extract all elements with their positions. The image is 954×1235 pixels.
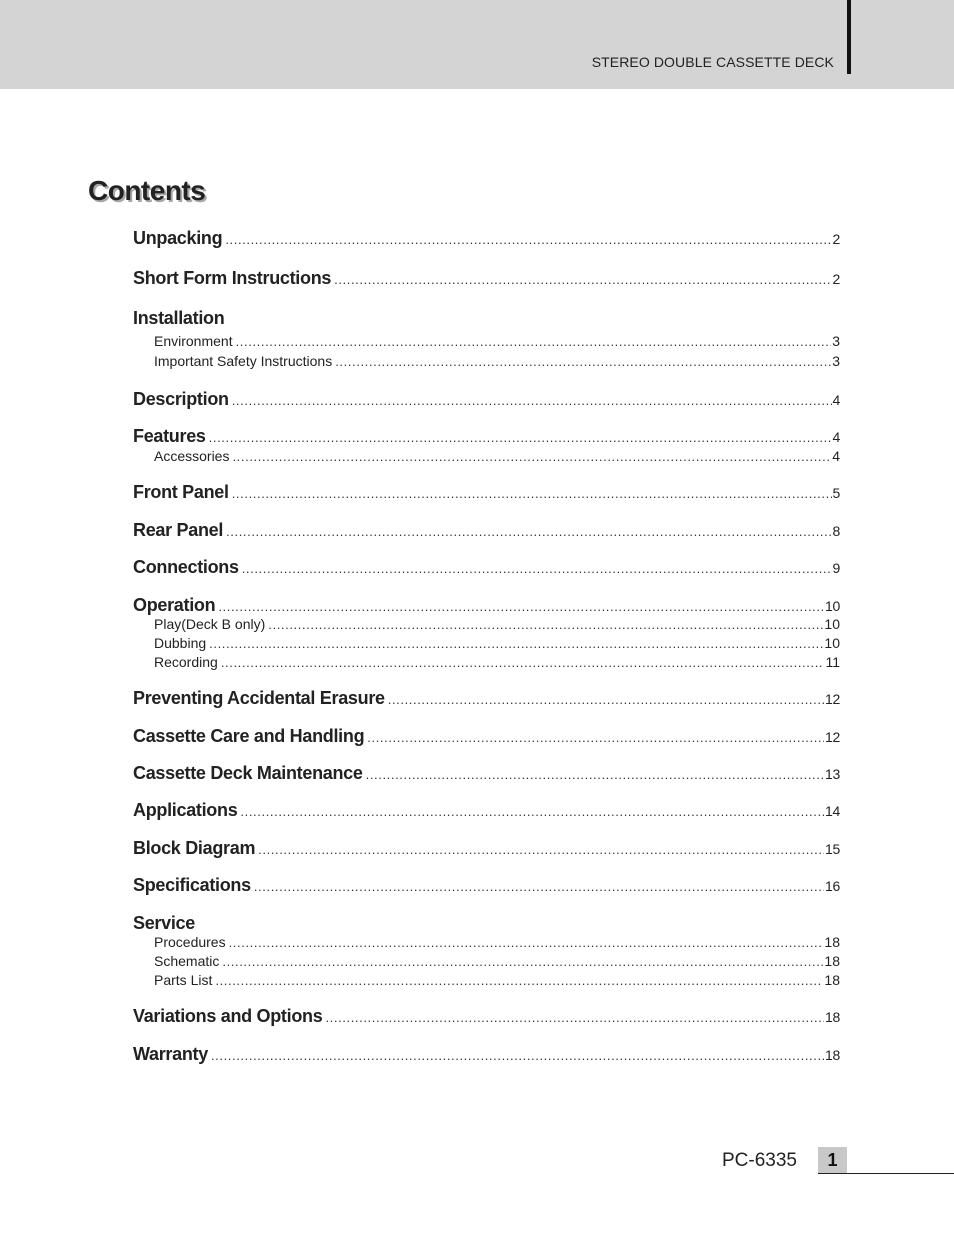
leader-dots (221, 655, 825, 670)
toc-page: 15 (825, 841, 840, 857)
toc-page: 2 (832, 231, 840, 247)
leader-dots (335, 354, 831, 369)
leader-dots (211, 1048, 824, 1063)
toc-page: 12 (825, 729, 840, 745)
toc-label: Specifications (133, 875, 251, 895)
toc-entry-erasure[interactable] (133, 688, 840, 709)
toc-label: Accessories (154, 448, 230, 464)
leader-dots (215, 973, 823, 988)
toc-page: 4 (832, 429, 840, 445)
toc-subentry-play[interactable] (154, 616, 840, 632)
toc-subentry-schematic[interactable] (154, 953, 840, 969)
leader-dots (222, 954, 823, 969)
toc-page: 3 (832, 333, 840, 349)
toc-label: Short Form Instructions (133, 268, 332, 288)
toc-entry-block-diagram[interactable] (133, 838, 840, 859)
leader-dots (232, 393, 832, 408)
toc-page: 5 (832, 485, 840, 501)
contents-heading: Contents (88, 175, 206, 206)
toc-entry-applications[interactable] (133, 800, 840, 821)
toc-entry-connections[interactable] (133, 557, 840, 578)
toc-entry-care[interactable] (133, 726, 840, 747)
toc-subentry-safety[interactable] (154, 353, 840, 369)
header-band (0, 0, 954, 89)
toc-page: 16 (825, 878, 840, 894)
leader-dots (325, 1010, 824, 1025)
leader-dots (254, 879, 824, 894)
document-title: STEREO DOUBLE CASSETTE DECK (591, 54, 834, 70)
toc-label: Applications (133, 800, 238, 820)
toc-subentry-dubbing[interactable] (154, 635, 840, 651)
toc-page: 18 (824, 972, 840, 988)
toc-page: 10 (824, 616, 840, 632)
toc-label: Unpacking (133, 228, 223, 248)
toc-page: 11 (825, 654, 840, 670)
toc-entry-short-form[interactable] (133, 268, 840, 289)
toc-entry-operation[interactable] (133, 595, 840, 616)
leader-dots (209, 636, 823, 651)
leader-dots (367, 730, 824, 745)
toc-label: Recording (154, 654, 218, 670)
toc-label: Parts List (154, 972, 213, 988)
leader-dots (258, 842, 824, 857)
leader-dots (334, 272, 831, 287)
toc-label: Play(Deck B only) (154, 616, 266, 632)
leader-dots (229, 935, 824, 950)
toc-entry-features[interactable] (133, 426, 840, 447)
toc-label: Cassette Deck Maintenance (133, 763, 363, 783)
toc-label: Dubbing (154, 635, 207, 651)
toc-label: Block Diagram (133, 838, 256, 858)
leader-dots (268, 617, 823, 632)
toc-label: Operation (133, 595, 216, 615)
leader-dots (240, 804, 824, 819)
leader-dots (236, 334, 832, 349)
toc-page: 18 (824, 953, 840, 969)
toc-label: Procedures (154, 934, 226, 950)
toc-label: Service (133, 913, 195, 933)
toc-page: 3 (832, 353, 840, 369)
header-accent-bar (847, 0, 851, 74)
toc-subentry-accessories[interactable] (154, 448, 840, 464)
toc-entry-variations[interactable] (133, 1006, 840, 1027)
footer-rule (818, 1173, 954, 1174)
toc-page: 12 (825, 691, 840, 707)
toc-label: Front Panel (133, 482, 229, 502)
toc-label: Cassette Care and Handling (133, 726, 365, 746)
footer-model-number: PC-6335 (722, 1150, 797, 1171)
leader-dots (388, 692, 824, 707)
toc-entry-maintenance[interactable] (133, 763, 840, 784)
toc-page: 9 (832, 560, 840, 576)
leader-dots (366, 767, 824, 782)
leader-dots (209, 430, 832, 445)
toc-label: Rear Panel (133, 520, 224, 540)
toc-label: Environment (154, 333, 233, 349)
toc-entry-rear-panel[interactable] (133, 520, 840, 541)
toc-page: 4 (832, 448, 840, 464)
toc-entry-unpacking[interactable] (133, 228, 840, 249)
toc-page: 8 (832, 523, 840, 539)
leader-dots (232, 486, 832, 501)
toc-page: 10 (825, 598, 840, 614)
toc-page: 2 (832, 271, 840, 287)
toc-label: Description (133, 389, 229, 409)
toc-page: 14 (825, 803, 840, 819)
toc-entry-service[interactable] (133, 913, 840, 934)
toc-label: Installation (133, 308, 225, 328)
toc-entry-specifications[interactable] (133, 875, 840, 896)
toc-entry-description[interactable] (133, 389, 840, 410)
toc-page: 18 (825, 1009, 840, 1025)
footer-page-number: 1 (818, 1147, 847, 1173)
toc-subentry-environment[interactable] (154, 333, 840, 349)
toc-entry-installation[interactable] (133, 308, 840, 329)
toc-subentry-recording[interactable] (154, 654, 840, 670)
leader-dots (226, 524, 831, 539)
toc-page: 4 (832, 392, 840, 408)
toc-page: 18 (825, 1047, 840, 1063)
toc-label: Features (133, 426, 206, 446)
leader-dots (218, 599, 824, 614)
toc-page: 10 (824, 635, 840, 651)
toc-label: Schematic (154, 953, 220, 969)
toc-subentry-parts-list[interactable] (154, 972, 840, 988)
toc-label: Warranty (133, 1044, 208, 1064)
toc-page: 13 (825, 766, 840, 782)
toc-label: Variations and Options (133, 1006, 323, 1026)
toc-subentry-procedures[interactable] (154, 934, 840, 950)
leader-dots (232, 449, 831, 464)
toc-label: Connections (133, 557, 239, 577)
toc-entry-warranty[interactable] (133, 1044, 840, 1065)
toc-page: 18 (824, 934, 840, 950)
leader-dots (225, 232, 831, 247)
leader-dots (242, 561, 832, 576)
toc-label: Preventing Accidental Erasure (133, 688, 385, 708)
toc-entry-front-panel[interactable] (133, 482, 840, 503)
toc-label: Important Safety Instructions (154, 353, 333, 369)
